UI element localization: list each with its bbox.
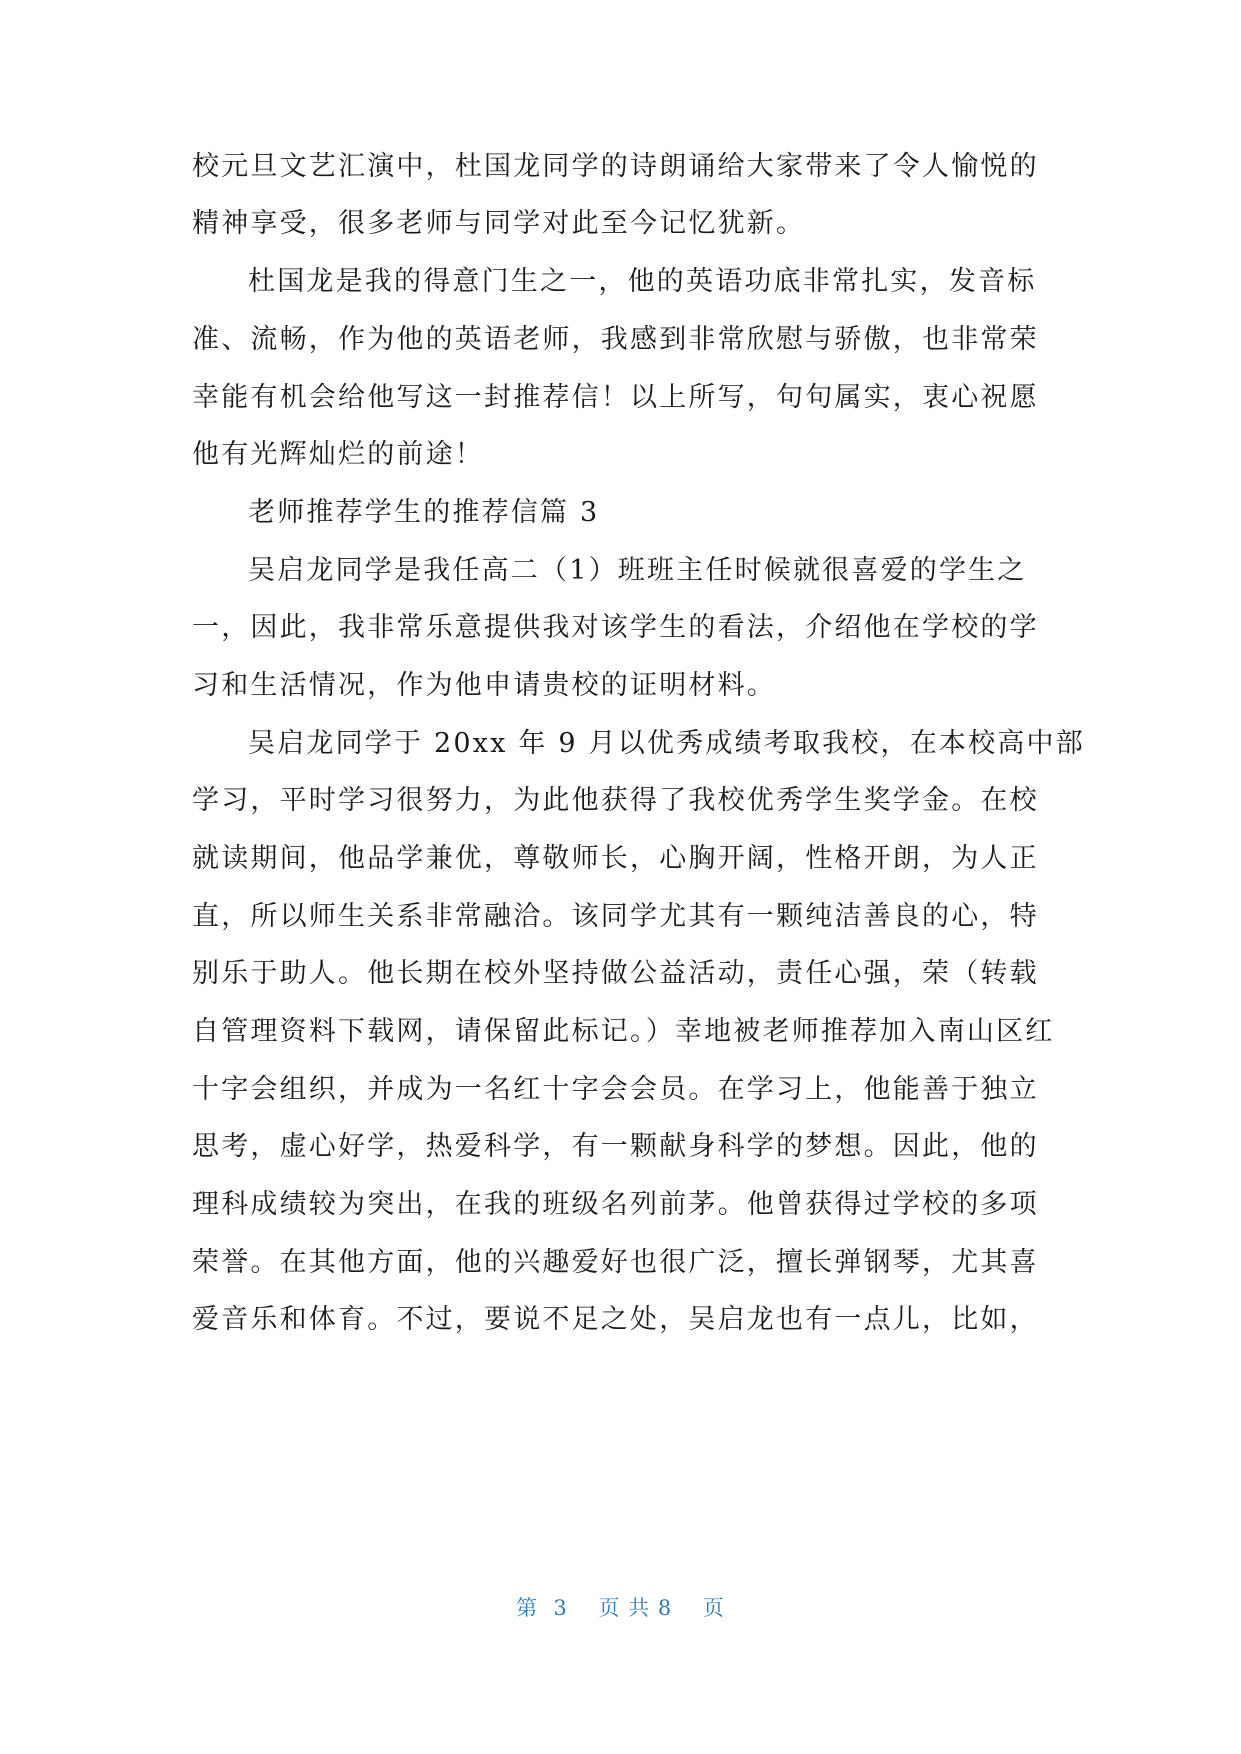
paragraph-first-line: 吴启龙同学于 20xx 年 9 月以优秀成绩考取我校，在本校高中部 [248, 728, 1085, 759]
text-line: 幸能有机会给他写这一封推荐信！以上所写，句句属实，衷心祝愿 [192, 382, 1039, 413]
text-line: 校元旦文艺汇演中，杜国龙同学的诗朗诵给大家带来了令人愉悦的 [192, 151, 1039, 182]
text-line: 精神享受，很多老师与同学对此至今记忆犹新。 [192, 208, 806, 239]
text-line: 自管理资料下载网，请保留此标记。）幸地被老师推荐加入南山区红 [192, 1016, 1055, 1047]
text-line: 荣誉。在其他方面，他的兴趣爱好也很广泛，擅长弹钢琴，尤其喜 [192, 1247, 1039, 1278]
text-line: 准、流畅，作为他的英语老师，我感到非常欣慰与骄傲，也非常荣 [192, 324, 1039, 355]
text-line: 他有光辉灿烂的前途！ [192, 439, 484, 470]
text-line: 思考，虚心好学，热爱科学，有一颗献身科学的梦想。因此，他的 [192, 1131, 1039, 1162]
text-line: 爱音乐和体育。不过，要说不足之处，吴启龙也有一点儿，比如， [192, 1304, 1039, 1335]
page-number-footer: 第 3 页 共 8 页 [516, 1596, 725, 1620]
text-line: 就读期间，他品学兼优，尊敬师长，心胸开阔，性格开朗，为人正 [192, 843, 1039, 874]
paragraph-first-line: 杜国龙是我的得意门生之一，他的英语功底非常扎实，发音标 [248, 266, 1037, 297]
text-line: 理科成绩较为突出，在我的班级名列前茅。他曾获得过学校的多项 [192, 1189, 1039, 1220]
text-line: 别乐于助人。他长期在校外坚持做公益活动，责任心强，荣（转载 [192, 958, 1039, 989]
text-line: 习和生活情况，作为他申请贵校的证明材料。 [192, 670, 776, 701]
paragraph-first-line: 吴启龙同学是我任高二（1）班班主任时候就很喜爱的学生之 [248, 555, 1027, 586]
text-line: 十字会组织，并成为一名红十字会会员。在学习上，他能善于独立 [192, 1074, 1039, 1105]
text-line: 学习，平时学习很努力，为此他获得了我校优秀学生奖学金。在校 [192, 785, 1039, 816]
section-heading: 老师推荐学生的推荐信篇 3 [248, 497, 600, 528]
text-line: 直，所以师生关系非常融洽。该同学尤其有一颗纯洁善良的心，特 [192, 901, 1039, 932]
text-line: 一，因此，我非常乐意提供我对该学生的看法，介绍他在学校的学 [192, 612, 1039, 643]
